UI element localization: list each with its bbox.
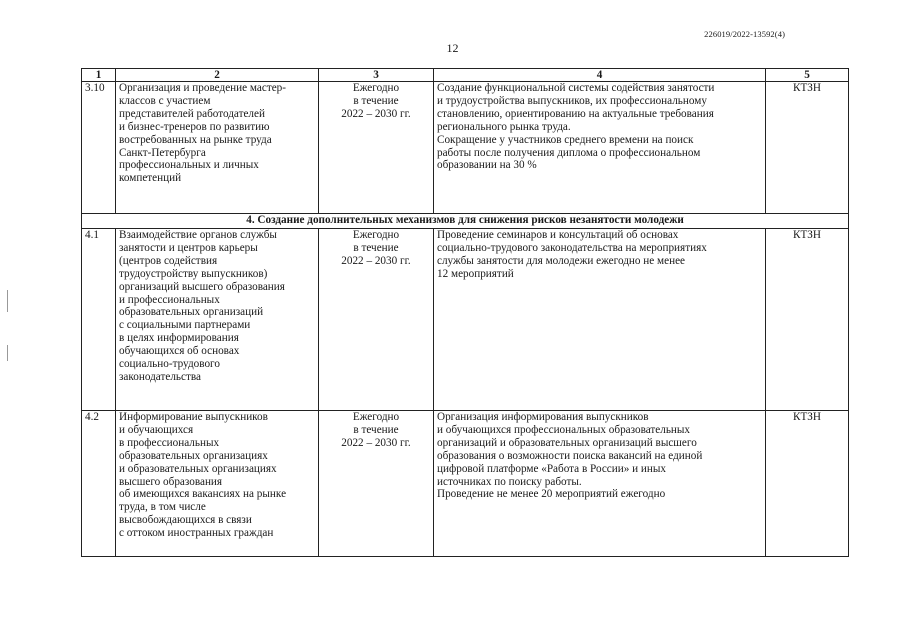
event-line: занятости и центров карьеры (119, 241, 258, 254)
event-line: Санкт-Петербурга (119, 146, 206, 159)
result-line: регионального рынка труда. (437, 120, 571, 133)
event-line: представителей работодателей (119, 107, 265, 120)
event-line: и бизнес-тренеров по развитию (119, 120, 270, 133)
result-cell (434, 229, 766, 411)
event-line: трудоустройству выпускников) (119, 267, 268, 280)
result-line: Организация информирования выпускников (437, 411, 649, 423)
result-line: образования о возможности поиска вакансий на единой (437, 449, 703, 462)
column-header: 1 (82, 69, 116, 82)
result-line: 12 мероприятий (437, 267, 514, 280)
margin-mark (7, 290, 8, 312)
event-line: образовательных организаций (119, 306, 264, 319)
event-line: классов с участием (119, 94, 211, 107)
event-cell (116, 411, 319, 557)
table-row (82, 411, 849, 557)
result-line: источниках по поиску работы. (437, 475, 582, 488)
event-line: труда, в том числе (119, 501, 206, 514)
result-line: и обучающихся профессиональных образовательных (437, 423, 691, 436)
result-line: службы занятости для молодежи ежегодно не менее (437, 254, 685, 267)
responsible-cell: КТЗН (766, 411, 849, 557)
term-line: Ежегодно (352, 82, 400, 94)
row-number: 3.10 (82, 82, 116, 214)
event-line: законодательства (119, 370, 201, 383)
section-title: 4. Создание дополнительных механизмов для снижения рисков незанятости молодежи (82, 214, 849, 229)
margin-mark (7, 345, 8, 361)
table-row (82, 229, 849, 411)
event-line: социально-трудового (119, 358, 220, 371)
event-line: об имеющихся вакансиях на рынке (119, 488, 287, 501)
column-header: 3 (319, 69, 434, 82)
column-header: 4 (434, 69, 766, 82)
document-id: 226019/2022-13592(4) (704, 29, 785, 39)
event-line: Организация и проведение мастер- (119, 82, 286, 94)
row-number: 4.2 (82, 411, 116, 557)
responsible-cell: КТЗН (766, 82, 849, 214)
term-cell (319, 411, 434, 557)
event-line: Взаимодействие органов службы (119, 229, 277, 241)
responsible-cell: КТЗН (766, 229, 849, 411)
result-line: Проведение не менее 20 мероприятий ежегодно (437, 488, 666, 501)
event-line: и обучающихся (119, 423, 194, 436)
result-line: социально-трудового законодательства на мероприятиях (437, 241, 707, 254)
result-line: цифровой платформе «Работа в России» и иных (437, 462, 667, 475)
table-row (82, 82, 849, 214)
event-line: с социальными партнерами (119, 319, 251, 332)
event-line: организаций высшего образования (119, 280, 285, 293)
result-line: образовании на 30 % (437, 159, 537, 172)
event-line: высвобождающихся в связи (119, 514, 252, 527)
event-cell (116, 229, 319, 411)
event-line: в целях информирования (119, 332, 239, 345)
result-line: и трудоустройства выпускников, их профессиональному (437, 94, 707, 107)
event-line: Информирование выпускников (119, 411, 268, 423)
term-line: 2022 – 2030 гг. (341, 254, 411, 267)
result-line: Проведение семинаров и консультаций об основах (437, 229, 679, 241)
term-line: 2022 – 2030 гг. (341, 107, 411, 120)
event-line: компетенций (119, 172, 182, 185)
row-number: 4.1 (82, 229, 116, 411)
event-line: востребованных на рынке труда (119, 133, 272, 146)
event-line: с оттоком иностранных граждан (119, 527, 274, 540)
measures-table (81, 68, 849, 557)
result-line: организаций и образовательных организаций высшего (437, 436, 697, 449)
section-heading-row (82, 214, 849, 229)
column-header: 5 (766, 69, 849, 82)
term-line: в течение (353, 241, 399, 254)
event-line: высшего образования (119, 475, 223, 488)
result-cell (434, 82, 766, 214)
event-line: обучающихся об основах (119, 345, 240, 358)
term-line: в течение (353, 94, 399, 107)
result-line: Сокращение у участников среднего времени на поиск (437, 133, 694, 146)
result-line: работы после получения диплома о профессиональном (437, 146, 701, 159)
term-cell (319, 229, 434, 411)
event-line: образовательных организациях (119, 449, 268, 462)
term-line: 2022 – 2030 гг. (341, 436, 411, 449)
term-line: в течение (353, 423, 399, 436)
term-line: Ежегодно (352, 411, 400, 423)
event-line: и образовательных организациях (119, 462, 277, 475)
event-line: профессиональных и личных (119, 159, 259, 172)
column-header: 2 (116, 69, 319, 82)
table-header-row (82, 69, 849, 82)
event-line: в профессиональных (119, 436, 220, 449)
page-number: 12 (446, 41, 459, 55)
event-line: и профессиональных (119, 293, 220, 306)
result-line: Создание функциональной системы содействия занятости (437, 82, 715, 94)
event-line: (центров содействия (119, 254, 218, 267)
term-cell (319, 82, 434, 214)
event-cell (116, 82, 319, 214)
term-line: Ежегодно (352, 229, 400, 241)
result-line: становлению, ориентированию на актуальные требования (437, 107, 714, 120)
result-cell (434, 411, 766, 557)
